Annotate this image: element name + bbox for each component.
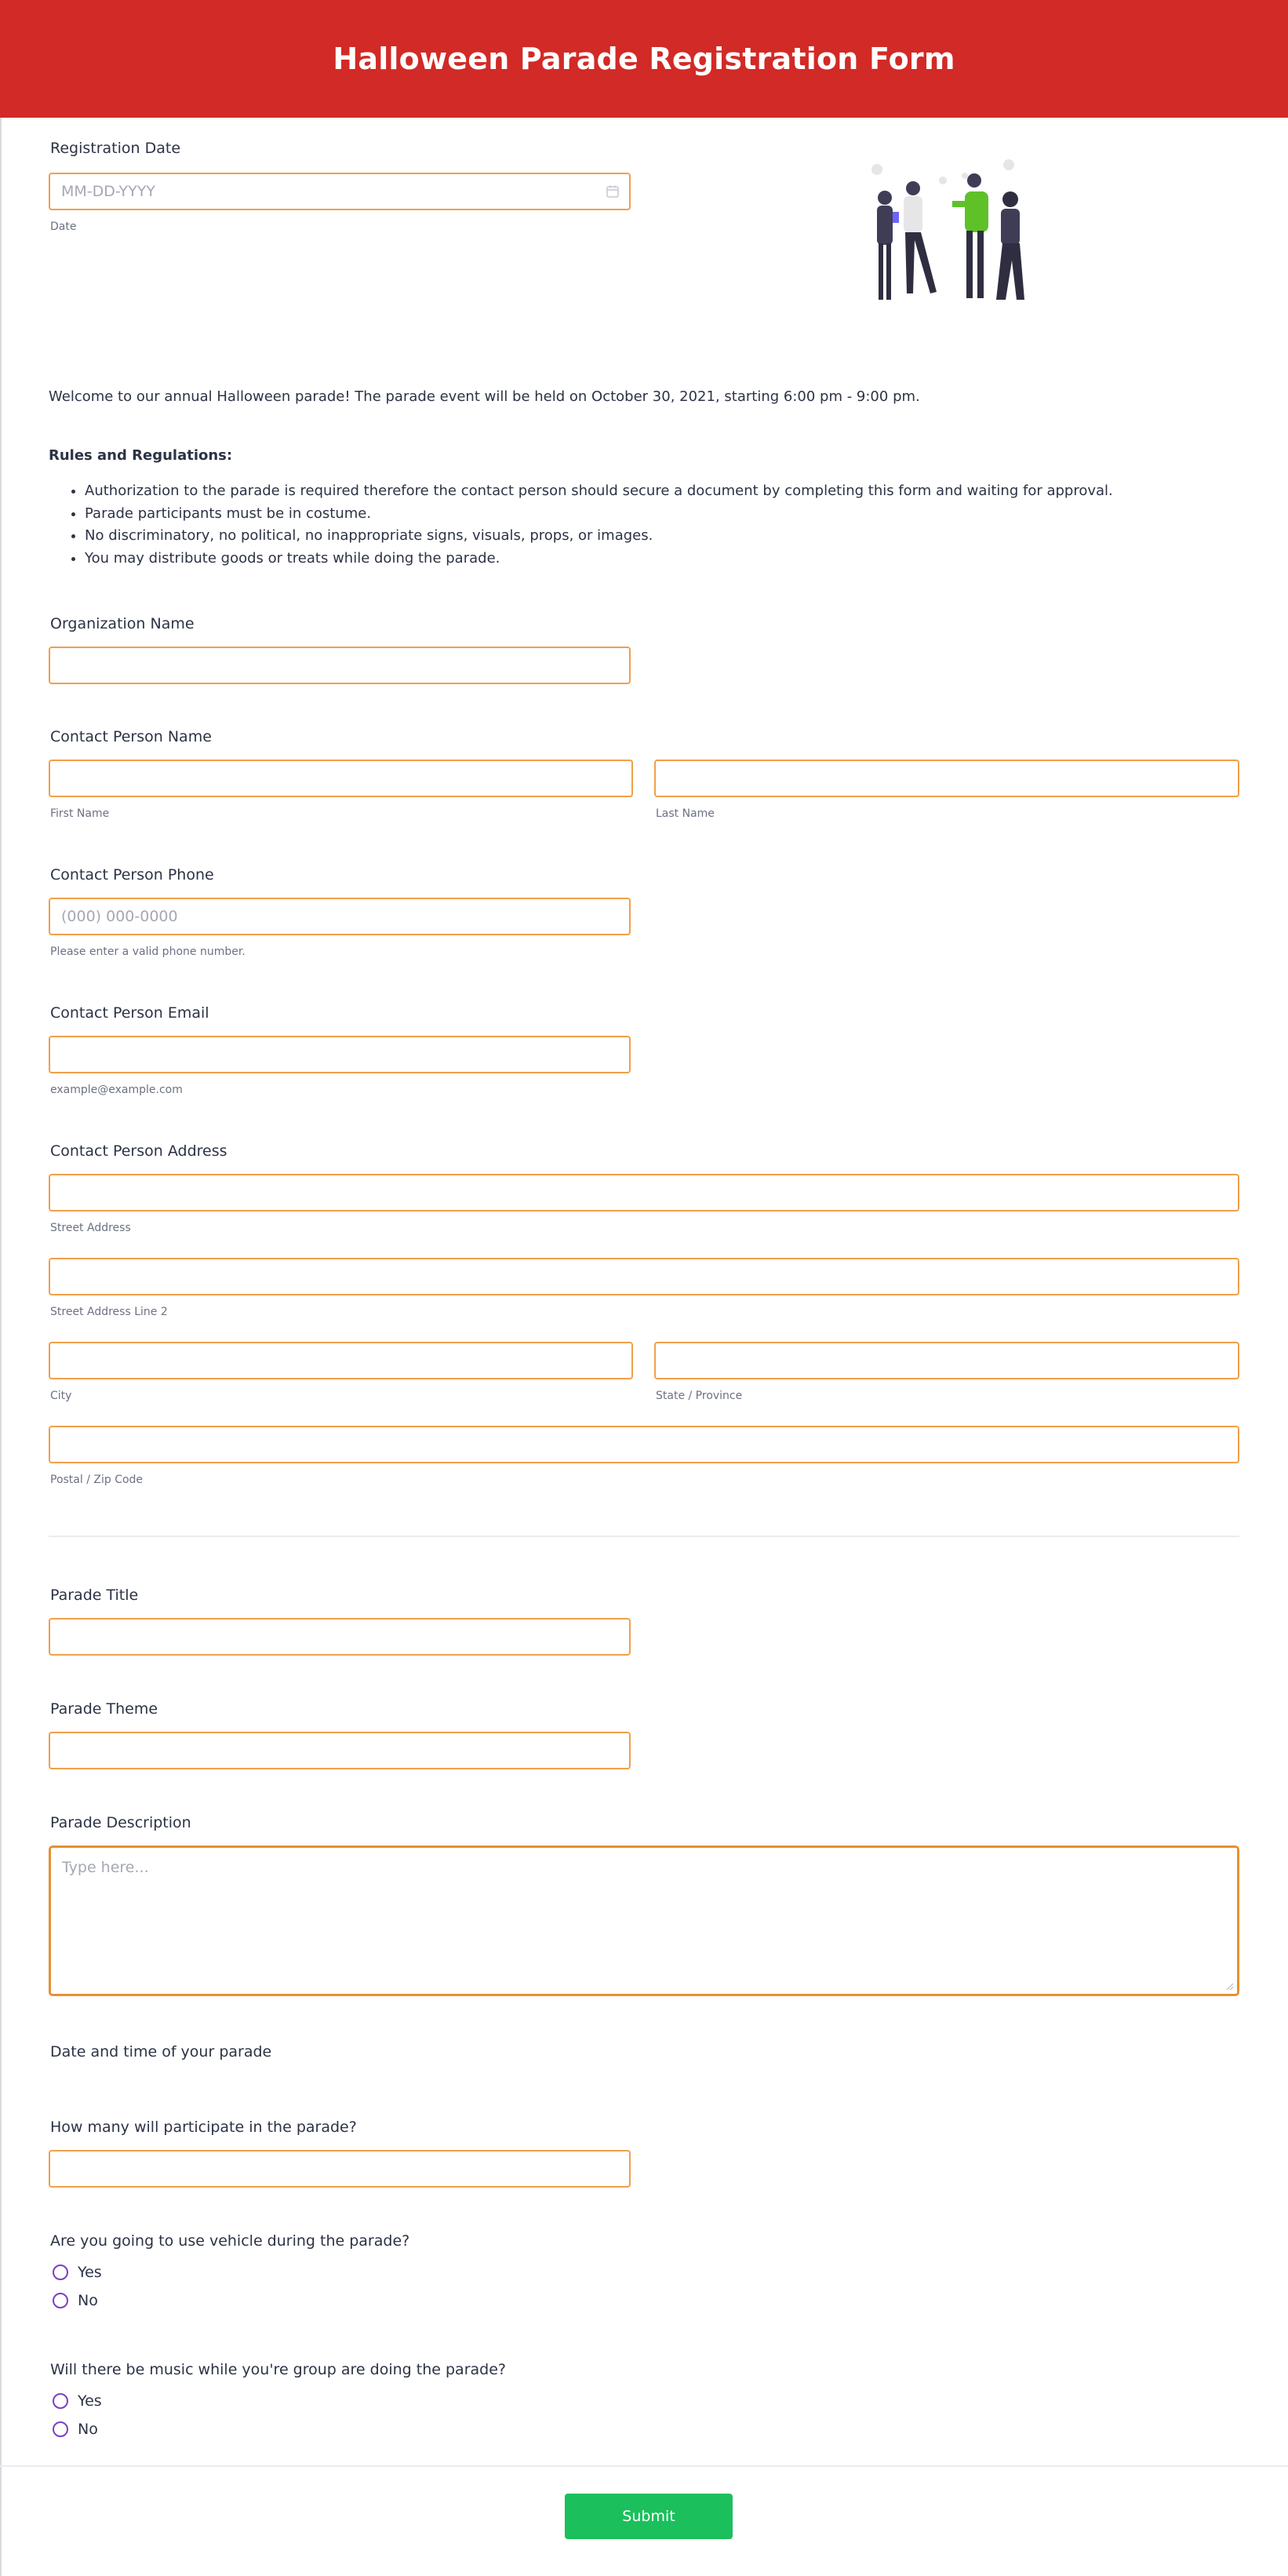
radio-button[interactable] (53, 2393, 68, 2409)
radio-button[interactable] (53, 2264, 68, 2280)
last-name-sublabel: Last Name (656, 807, 715, 820)
contact-email-sublabel: example@example.com (50, 1084, 183, 1096)
rules-item: • Authorization to the parade is required therefore the contact person should secure a document by completing this form and waiting for approval. (85, 480, 1261, 503)
rules-item: • You may distribute goods or treats while doing the parade. (85, 548, 1261, 570)
footer-divider (0, 2465, 1288, 2467)
vehicle-option-yes[interactable] (53, 2264, 102, 2281)
postal-code-sublabel: Postal / Zip Code (50, 1474, 144, 1486)
state-sublabel: State / Province (656, 1390, 743, 1402)
parade-description-textarea[interactable] (49, 1845, 1239, 1996)
form-header (0, 0, 1288, 118)
contact-email-label: Contact Person Email (50, 1004, 209, 1022)
street-address-line2-input[interactable] (49, 1258, 1239, 1295)
radio-button[interactable] (53, 2293, 68, 2308)
parade-title-label: Parade Title (50, 1587, 139, 1604)
rules-list (49, 480, 1261, 570)
participants-label: How many will participate in the parade? (50, 2119, 357, 2136)
parade-description-label: Parade Description (50, 1814, 191, 1831)
radio-label: Yes (78, 2392, 102, 2410)
contact-email-input[interactable] (49, 1036, 631, 1073)
contact-phone-label: Contact Person Phone (50, 866, 214, 884)
radio-button[interactable] (53, 2421, 68, 2437)
music-option-yes[interactable] (53, 2392, 102, 2410)
participants-input[interactable] (49, 2150, 631, 2188)
parade-description-placeholder: Type here... (62, 1859, 149, 1876)
first-name-input[interactable] (49, 760, 633, 797)
postal-code-input[interactable] (49, 1426, 1239, 1463)
vehicle-label: Are you going to use vehicle during the parade? (50, 2232, 410, 2250)
parade-title-input[interactable] (49, 1618, 631, 1656)
street-address-line2-sublabel: Street Address Line 2 (50, 1306, 168, 1318)
radio-label: Yes (78, 2264, 102, 2281)
street-address-input[interactable] (49, 1174, 1239, 1211)
welcome-text: Welcome to our annual Halloween parade! The parade event will be held on October 30, 2021, starting 6:00 pm - 9:00 pm. (49, 388, 920, 405)
section-divider (49, 1536, 1239, 1537)
parade-theme-input[interactable] (49, 1732, 631, 1769)
resize-handle-icon[interactable] (1226, 1983, 1234, 1991)
registration-date-placeholder: MM-DD-YYYY (61, 183, 155, 200)
radio-label: No (78, 2421, 98, 2438)
rules-item: • No discriminatory, no political, no inappropriate signs, visuals, props, or images. (85, 525, 1261, 548)
street-address-sublabel: Street Address (50, 1222, 131, 1234)
rules-title: Rules and Regulations: (49, 447, 233, 464)
contact-address-label: Contact Person Address (50, 1142, 227, 1160)
contact-name-label: Contact Person Name (50, 728, 212, 745)
parade-datetime-label: Date and time of your parade (50, 2043, 272, 2060)
city-input[interactable] (49, 1342, 633, 1379)
music-option-no[interactable] (53, 2421, 98, 2438)
page-border (0, 0, 2, 2576)
music-label: Will there be music while you're group are doing the parade? (50, 2361, 506, 2378)
vehicle-option-no[interactable] (53, 2292, 98, 2309)
radio-label: No (78, 2292, 98, 2309)
form-title: Halloween Parade Registration Form (333, 42, 955, 76)
registration-date-sublabel: Date (50, 220, 77, 233)
registration-date-label: Registration Date (50, 140, 181, 157)
organization-name-input[interactable] (49, 647, 631, 684)
first-name-sublabel: First Name (50, 807, 110, 820)
state-input[interactable] (654, 1342, 1239, 1379)
last-name-input[interactable] (654, 760, 1239, 797)
calendar-icon[interactable] (606, 184, 620, 199)
contact-phone-sublabel: Please enter a valid phone number. (50, 946, 246, 958)
submit-button[interactable]: Submit (565, 2494, 733, 2539)
registration-date-input[interactable] (49, 173, 631, 210)
people-celebrating-illustration (855, 154, 1043, 311)
rules-item: • Parade participants must be in costume. (85, 503, 1261, 526)
city-sublabel: City (50, 1390, 72, 1402)
organization-name-label: Organization Name (50, 615, 195, 632)
contact-phone-input[interactable] (49, 898, 631, 935)
parade-theme-label: Parade Theme (50, 1700, 158, 1718)
contact-phone-placeholder: (000) 000-0000 (61, 908, 178, 925)
